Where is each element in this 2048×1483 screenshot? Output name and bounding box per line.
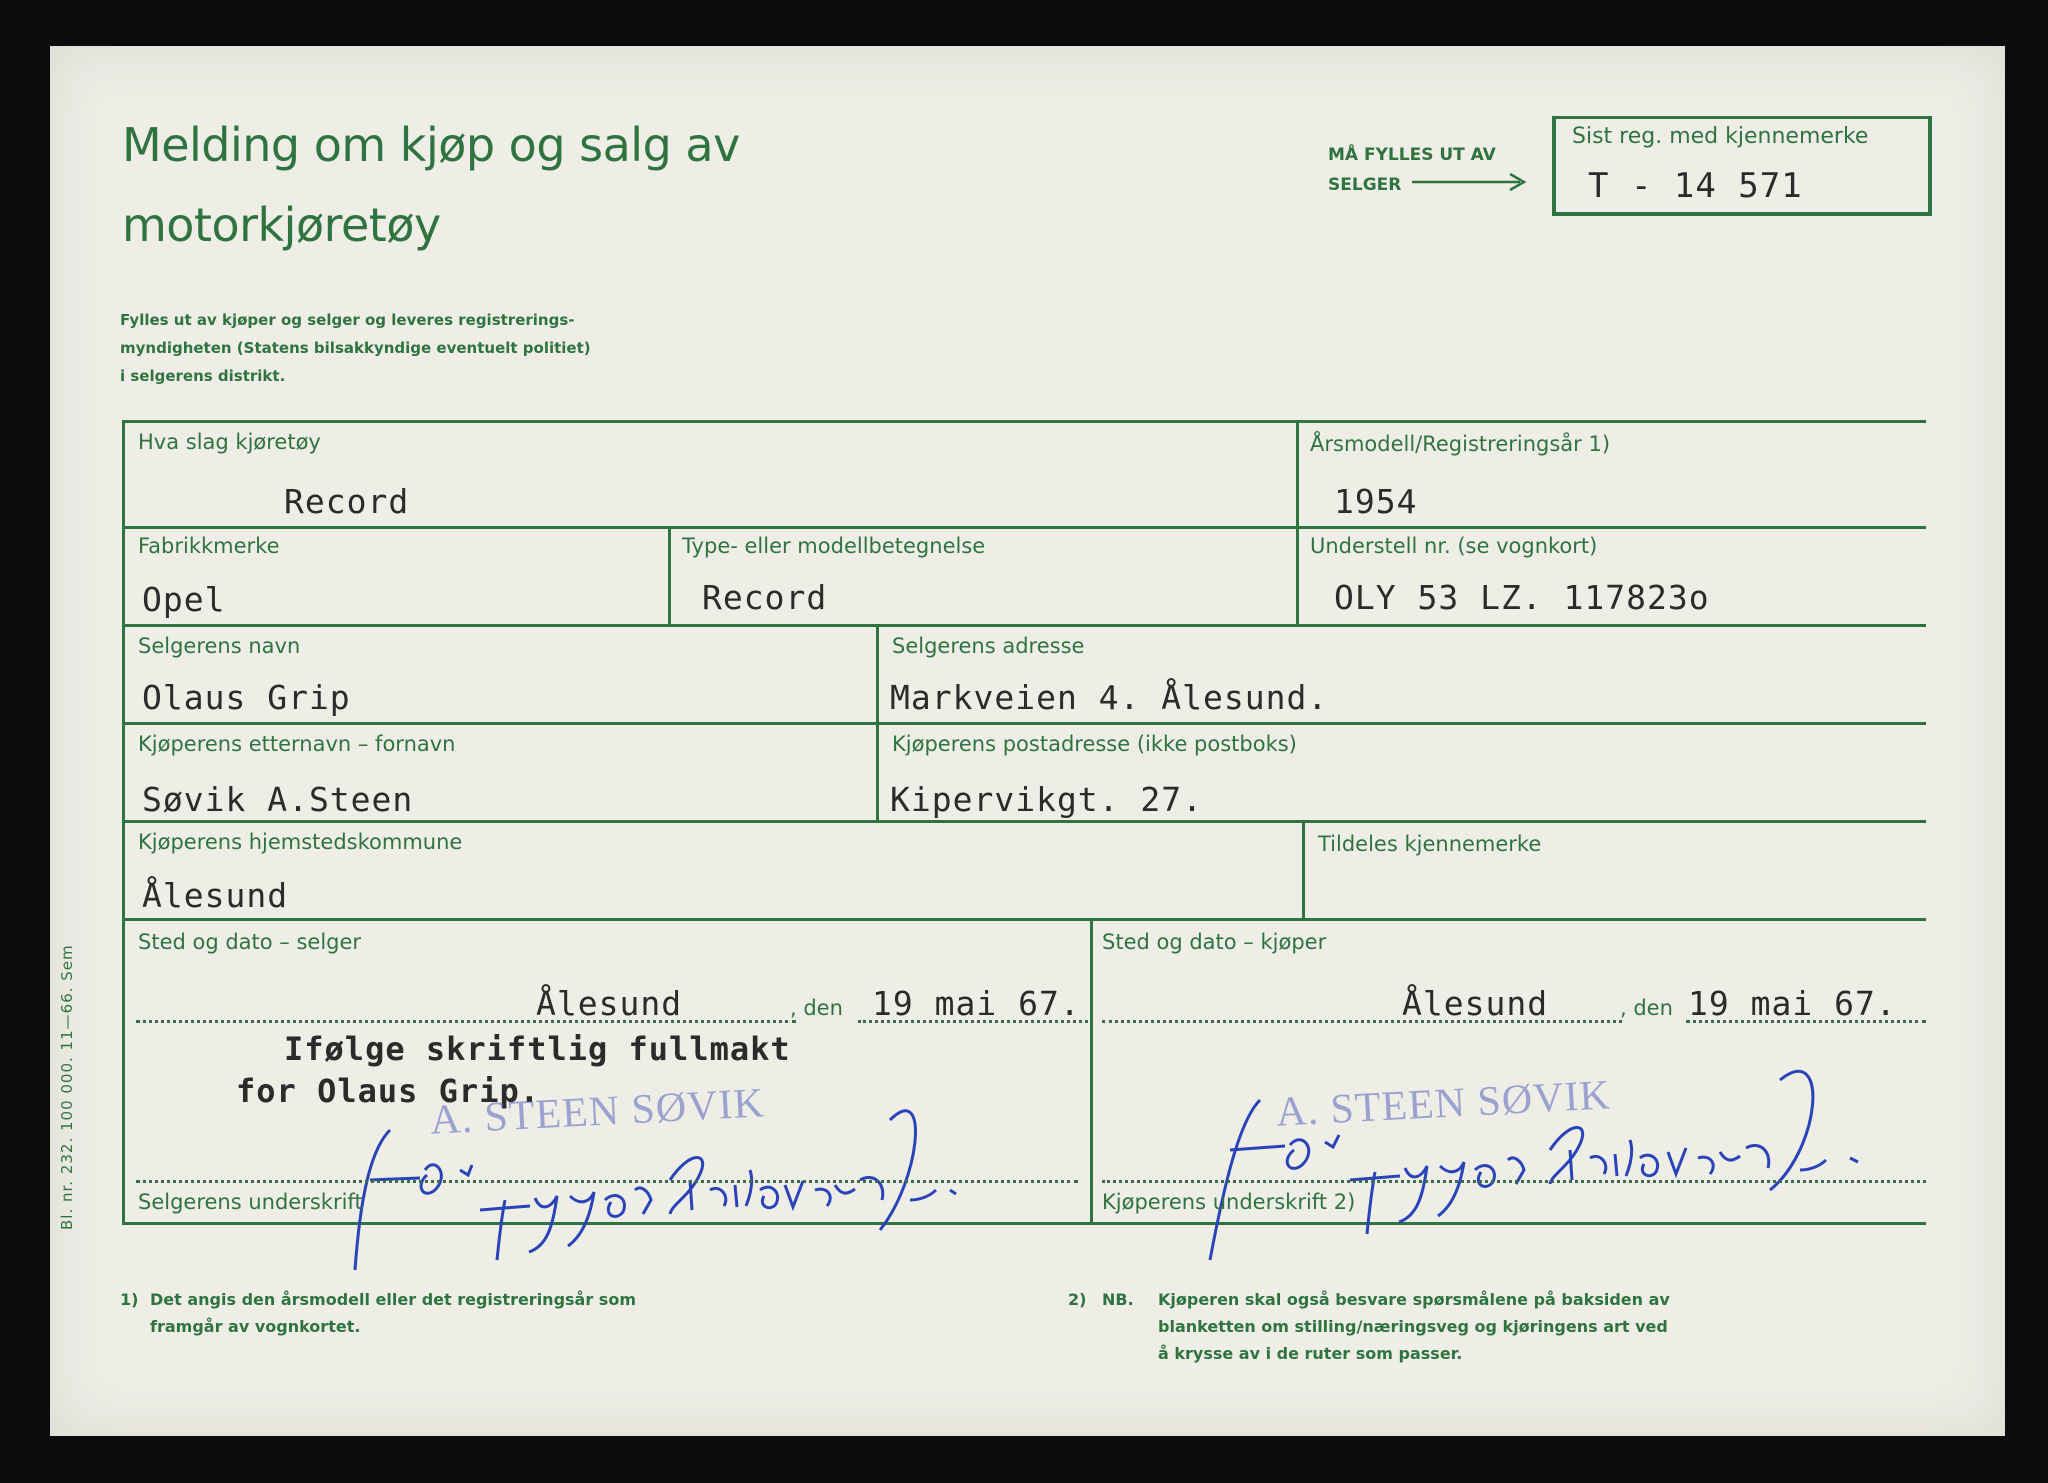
must-fill-line2: SELGER bbox=[1328, 175, 1402, 195]
footnote-1-line2: framgår av vognkortet. bbox=[150, 1317, 361, 1336]
seller-name-value: Olaus Grip bbox=[142, 678, 351, 717]
grid-line bbox=[122, 722, 1926, 725]
footnote-1-line1: Det angis den årsmodell eller det registreringsår som bbox=[150, 1290, 636, 1309]
buyer-place-value: Ålesund bbox=[1402, 984, 1549, 1023]
footnote-2-nb: NB. bbox=[1102, 1290, 1134, 1309]
grid-line bbox=[668, 526, 671, 624]
seller-place-label: Sted og dato – selger bbox=[138, 930, 362, 954]
vehicle-type-label: Hva slag kjøretøy bbox=[138, 430, 321, 454]
seller-address-value: Markveien 4. Ålesund. bbox=[890, 678, 1329, 717]
grid-line bbox=[122, 420, 1926, 423]
proxy-line1: Ifølge skriftlig fullmakt bbox=[284, 1030, 791, 1068]
form-title-line1: Melding om kjøp og salg av bbox=[122, 118, 740, 172]
year-label: Årsmodell/Registreringsår 1) bbox=[1310, 432, 1611, 456]
buyer-den-label: , den bbox=[1620, 996, 1673, 1020]
chassis-value: OLY 53 LZ. 117823o bbox=[1334, 578, 1710, 617]
buyer-address-value: Kipervikgt. 27. bbox=[890, 780, 1204, 819]
footnote-2 bbox=[1158, 1286, 1670, 1367]
instruction-line: myndigheten (Statens bilsakkyndige eventuelt politiet) bbox=[120, 339, 591, 357]
footnote-1 bbox=[150, 1286, 636, 1340]
buyer-place-label: Sted og dato – kjøper bbox=[1102, 930, 1327, 954]
footnote-1-number: 1) bbox=[120, 1290, 139, 1309]
seller-place-line bbox=[136, 1020, 796, 1023]
buyer-name-label: Kjøperens etternavn – fornavn bbox=[138, 732, 456, 756]
footnote-2-number: 2) bbox=[1068, 1290, 1087, 1309]
grid-line bbox=[122, 420, 125, 1225]
last-reg-label: Sist reg. med kjennemerke bbox=[1572, 124, 1869, 149]
grid-line bbox=[1296, 420, 1299, 624]
seller-den-label: , den bbox=[790, 996, 843, 1020]
buyer-signature-label: Kjøperens underskrift 2) bbox=[1102, 1190, 1356, 1214]
grid-line bbox=[1302, 820, 1305, 918]
vehicle-type-value: Record bbox=[284, 482, 410, 521]
seller-place-value: Ålesund bbox=[536, 984, 683, 1023]
model-value: Record bbox=[702, 578, 828, 617]
grid-line bbox=[122, 820, 1926, 823]
buyer-name-value: Søvik A.Steen bbox=[142, 780, 414, 819]
last-reg-value: T - 14 571 bbox=[1588, 166, 1803, 206]
instruction-line: Fylles ut av kjøper og selger og leveres registrerings- bbox=[120, 311, 575, 329]
form-title-line2: motorkjøretøy bbox=[122, 198, 441, 252]
grid-line bbox=[876, 624, 879, 820]
seller-signature bbox=[330, 1060, 1010, 1280]
proxy-line2: for Olaus Grip. bbox=[236, 1072, 540, 1110]
model-label: Type- eller modellbetegnelse bbox=[682, 534, 986, 558]
make-value: Opel bbox=[142, 580, 226, 619]
grid-line bbox=[122, 918, 1926, 921]
buyer-signature-line bbox=[1102, 1180, 1926, 1183]
seller-signature-label: Selgerens underskrift bbox=[138, 1190, 363, 1214]
seller-stamp: A. STEEN SØVIK bbox=[429, 1080, 766, 1144]
seller-signature-line bbox=[136, 1180, 1078, 1183]
buyer-municipality-label: Kjøperens hjemstedskommune bbox=[138, 830, 463, 854]
buyer-stamp: A. STEEN SØVIK bbox=[1275, 1072, 1612, 1136]
seller-date-value: 19 mai 67. bbox=[872, 984, 1081, 1023]
make-label: Fabrikkmerke bbox=[138, 534, 280, 558]
plate-label: Tildeles kjennemerke bbox=[1318, 832, 1542, 856]
footnote-2-line3: å krysse av i de ruter som passer. bbox=[1158, 1344, 1463, 1363]
seller-name-label: Selgerens navn bbox=[138, 634, 301, 658]
side-print-info: Bl. nr. 232. 100 000. 11—66. Sem bbox=[58, 944, 76, 1230]
footnote-2-line2: blanketten om stilling/næringsveg og kjøringens art ved bbox=[1158, 1317, 1668, 1336]
instructions bbox=[120, 306, 591, 390]
footnote-2-line1: Kjøperen skal også besvare spørsmålene på baksiden av bbox=[1158, 1290, 1670, 1309]
buyer-signature bbox=[1190, 1040, 1910, 1270]
must-fill-line1: MÅ FYLLES UT AV bbox=[1328, 145, 1496, 165]
chassis-label: Understell nr. (se vognkort) bbox=[1310, 534, 1598, 558]
grid-line bbox=[122, 526, 1926, 529]
instruction-line: i selgerens distrikt. bbox=[120, 367, 286, 385]
arrow-right-icon bbox=[1410, 170, 1530, 194]
buyer-municipality-value: Ålesund bbox=[142, 876, 289, 915]
buyer-address-label: Kjøperens postadresse (ikke postboks) bbox=[892, 732, 1297, 756]
grid-line bbox=[1090, 918, 1093, 1222]
buyer-date-value: 19 mai 67. bbox=[1688, 984, 1897, 1023]
year-value: 1954 bbox=[1334, 482, 1418, 521]
grid-line bbox=[122, 624, 1926, 627]
seller-address-label: Selgerens adresse bbox=[892, 634, 1085, 658]
